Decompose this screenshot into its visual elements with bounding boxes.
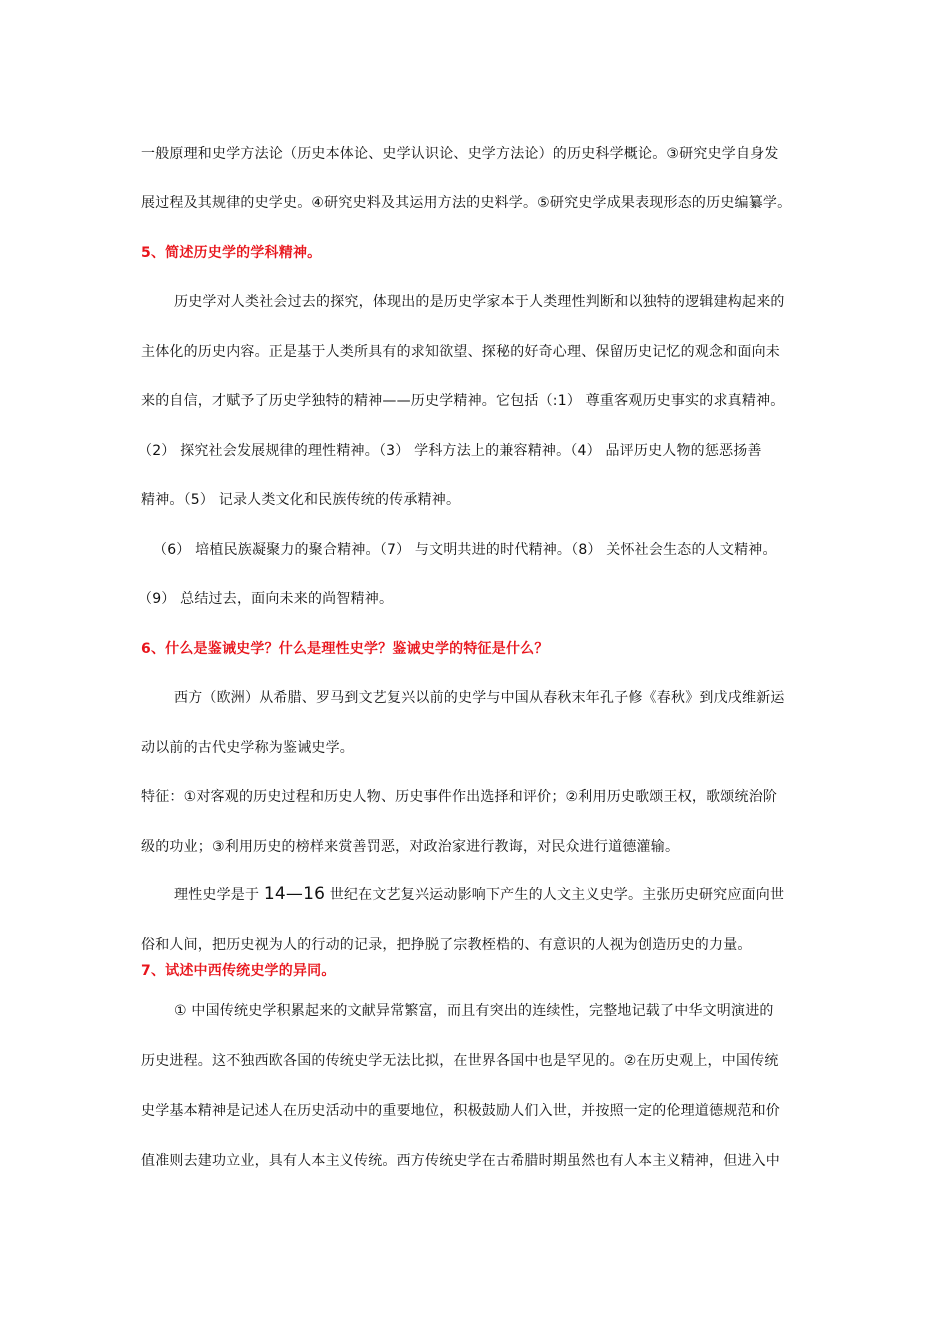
q6-p3-number: 14—16 [263, 884, 326, 904]
q6-paragraph-2-line-1: 特征：①对客观的历史过程和历史人物、历史事件作出选择和评价；②利用历史歌颂王权，歌颂统治阶 [141, 789, 778, 805]
q6-paragraph-1-line-2: 动以前的古代史学称为鉴诫史学。 [141, 740, 354, 756]
section-heading-5: 5、简述历史学的学科精神。 [141, 245, 322, 261]
q5-paragraph-2-line-1: （6） 培植民族凝聚力的聚合精神。（7） 与文明共进的时代精神。（8） 关怀社会生态的人文精神。 [153, 542, 777, 558]
q5-paragraph-2-line-2: （9） 总结过去，面向未来的尚智精神。 [138, 591, 394, 607]
q6-paragraph-3-line-1 [174, 884, 784, 905]
q5-paragraph-1-line-4: （2） 探究社会发展规律的理性精神。（3） 学科方法上的兼容精神。（4） 品评历史人物的惩恶扬善 [138, 443, 762, 459]
q7-paragraph-1-line-3: 史学基本精神是记述人在历史活动中的重要地位，积极鼓励人们入世，并按照一定的伦理道德规范和价 [141, 1103, 780, 1119]
q5-paragraph-1-line-2: 主体化的历史内容。正是基于人类所具有的求知欲望、探秘的好奇心理、保留历史记忆的观念和面向未 [141, 344, 780, 360]
q7-paragraph-1-line-2: 历史进程。这不独西欧各国的传统史学无法比拟，在世界各国中也是罕见的。②在历史观上，中国传统 [141, 1053, 779, 1069]
intro-line-2: 展过程及其规律的史学史。④研究史料及其运用方法的史料学。⑤研究史学成果表现形态的历史编纂学。 [141, 195, 792, 211]
q7-paragraph-1-line-4: 值准则去建功立业，具有人本主义传统。西方传统史学在古希腊时期虽然也有人本主义精神，但进入中 [141, 1153, 780, 1169]
q6-paragraph-1-line-1: 西方（欧洲）从希腊、罗马到文艺复兴以前的史学与中国从春秋末年孔子修《春秋》到戊戌维新运 [174, 690, 785, 706]
section-heading-7: 7、试述中西传统史学的异同。 [141, 963, 336, 979]
q6-paragraph-3-line-2: 俗和人间，把历史视为人的行动的记录，把挣脱了宗教桎梏的、有意识的人视为创造历史的力量。 [141, 937, 752, 953]
q5-paragraph-1-line-1: 历史学对人类社会过去的探究，体现出的是历史学家本于人类理性判断和以独特的逻辑建构起来的 [174, 294, 785, 310]
q7-paragraph-1-line-1: ① 中国传统史学积累起来的文献异常繁富，而且有突出的连续性，完整地记载了中华文明演进的 [174, 1003, 774, 1019]
q5-paragraph-1-line-3: 来的自信，才赋予了历史学独特的精神——历史学精神。它包括（:1） 尊重客观历史事实的求真精神。 [141, 393, 785, 409]
q6-p3-text-a: 理性史学是于 [174, 887, 264, 903]
q5-paragraph-1-line-5: 精神。（5） 记录人类文化和民族传统的传承精神。 [141, 492, 461, 508]
intro-line-1: 一般原理和史学方法论（历史本体论、史学认识论、史学方法论）的历史科学概论。③研究史学自身发 [141, 146, 779, 162]
q6-paragraph-2-line-2: 级的功业；③利用历史的榜样来赏善罚恶，对政治家进行教诲，对民众进行道德灌输。 [141, 839, 680, 855]
q6-p3-text-b: 世纪在文艺复兴运动影响下产生的人文主义史学。主张历史研究应面向世 [325, 887, 785, 903]
section-heading-6: 6、什么是鉴诫史学？什么是理性史学？鉴诫史学的特征是什么？ [141, 641, 549, 657]
